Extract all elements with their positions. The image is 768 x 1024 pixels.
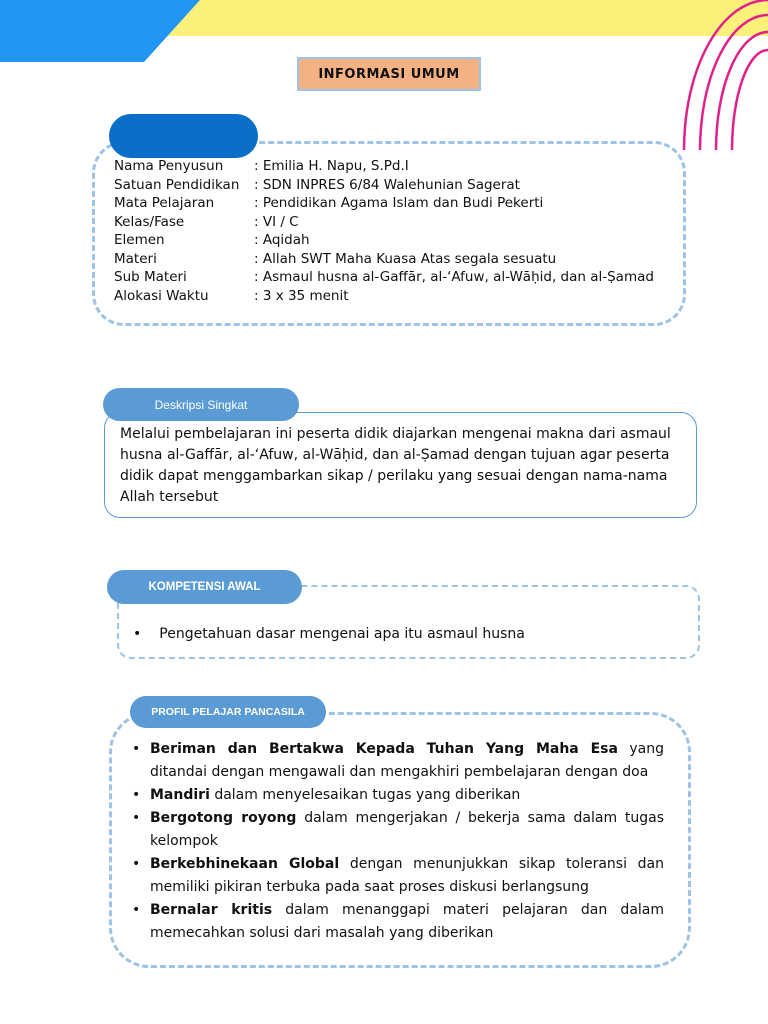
identitas-row <box>114 176 654 195</box>
identitas-value: : SDN INPRES 6/84 Walehunian Sagerat <box>254 176 520 193</box>
profil-item-title: Beriman dan Bertakwa Kepada Tuhan Yang Maha Esa <box>150 741 618 757</box>
identitas-label: Nama Penyusun <box>114 158 224 174</box>
profil-pill: PROFIL PELAJAR PANCASILA <box>130 696 326 728</box>
profil-item-text <box>150 807 664 853</box>
identitas-label: Mata Pelajaran <box>114 195 215 211</box>
bullet-icon: • <box>132 902 141 918</box>
identitas-label: Elemen <box>114 232 165 248</box>
deskripsi-text: Melalui pembelajaran ini peserta didik diajarkan mengenai makna dari asmaul husna al-Gaffār, al-‘Afuw, al-Wāḥid, dan al-Ṣamad dengan tujuan agar peserta didik dapat menggambarkan sikap / perilaku yang sesuai dengan nama-nama Allah tersebut <box>120 426 671 505</box>
profil-list-item <box>132 853 664 899</box>
profil-list-item <box>132 899 664 945</box>
identitas-label: Kelas/Fase <box>114 213 185 230</box>
identitas-row <box>114 157 654 176</box>
profil-item-text <box>150 899 664 945</box>
header-blue-shape <box>0 0 200 62</box>
profil-list-item <box>132 784 664 807</box>
identitas-label: Alokasi Waktu <box>114 287 209 304</box>
identitas-value: : Emilia H. Napu, S.Pd.I <box>254 158 409 174</box>
page-title: INFORMASI UMUM <box>297 57 481 91</box>
identitas-table <box>114 157 654 305</box>
kompetensi-list-item <box>133 626 525 642</box>
bullet-icon: • <box>132 810 141 826</box>
identitas-label: Sub Materi <box>114 269 187 285</box>
profil-item-description: dalam mengerjakan / bekerja sama dalam tugas kelompok <box>150 810 664 849</box>
identitas-row <box>114 213 654 232</box>
deskripsi-pill: Deskripsi Singkat <box>103 388 299 421</box>
bullet-icon: • <box>133 626 142 642</box>
kompetensi-item-text: Pengetahuan dasar mengenai apa itu asmaul husna <box>159 626 525 642</box>
profil-item-text <box>150 853 664 899</box>
identitas-pill <box>109 114 258 158</box>
identitas-row <box>114 250 654 269</box>
identitas-label: Satuan Pendidikan <box>114 176 240 193</box>
identitas-row <box>114 268 654 287</box>
profil-item-title: Berkebhinekaan Global <box>150 856 340 872</box>
decorative-arcs <box>678 0 768 150</box>
profil-item-title: Bernalar kritis <box>150 902 273 918</box>
identitas-value: : VI / C <box>254 213 299 230</box>
identitas-row <box>114 287 654 306</box>
bullet-icon: • <box>132 787 141 803</box>
identitas-value: : 3 x 35 menit <box>254 287 349 304</box>
identitas-value: : Aqidah <box>254 232 310 248</box>
kompetensi-pill: KOMPETENSI AWAL <box>107 570 302 604</box>
identitas-row <box>114 194 654 213</box>
profil-item-title: Mandiri <box>150 787 210 803</box>
profil-item-title: Bergotong royong <box>150 810 297 826</box>
profil-item-text <box>150 784 664 807</box>
identitas-value: : Asmaul husna al-Gaffār, al-‘Afuw, al-Wāḥid, dan al-Ṣamad <box>254 269 654 285</box>
profil-list-item <box>132 738 664 784</box>
profil-item-description: dalam menanggapi materi pelajaran dan dalam memecahkan solusi dari masalah yang diberikan <box>150 902 664 941</box>
profil-item-description: yang ditandai dengan mengawali dan mengakhiri pembelajaran dengan doa <box>150 741 664 780</box>
profil-list <box>132 738 664 945</box>
bullet-icon: • <box>132 856 141 872</box>
identitas-row <box>114 231 654 250</box>
identitas-value: : Allah SWT Maha Kuasa Atas segala sesuatu <box>254 250 557 267</box>
profil-item-description: dalam menyelesaikan tugas yang diberikan <box>209 787 521 803</box>
profil-item-description: dengan menunjukkan sikap toleransi dan memiliki pikiran terbuka pada saat proses diskusi berlangsung <box>150 856 664 895</box>
profil-item-text <box>150 738 664 784</box>
identitas-label: Materi <box>114 250 157 267</box>
identitas-value: : Pendidikan Agama Islam dan Budi Pekerti <box>254 195 544 211</box>
profil-list-item <box>132 807 664 853</box>
bullet-icon: • <box>132 741 141 757</box>
